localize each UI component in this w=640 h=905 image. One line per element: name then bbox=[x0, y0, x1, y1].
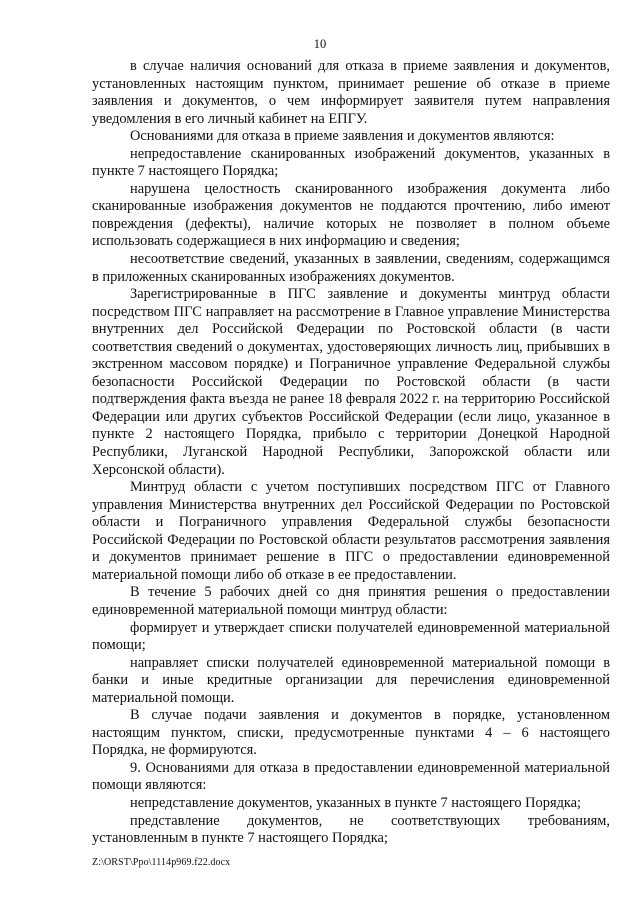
paragraph: В случае подачи заявления и документов в порядке, установленном настоящим пунктом, списки, предусмотренные пунктами 4 – 6 настоящего Порядка, не формируются. bbox=[92, 707, 610, 759]
paragraph: направляет списки получателей единовременной материальной помощи в банки и иные кредитные организации для перечисления единовременной материальной помощи. bbox=[92, 654, 610, 706]
paragraph: В течение 5 рабочих дней со дня принятия решения о предоставлении единовременной материальной помощи минтруд области: bbox=[92, 584, 610, 618]
page-number: 10 bbox=[313, 37, 327, 51]
paragraph: непредставление документов, указанных в пункте 7 настоящего Порядка; bbox=[130, 794, 582, 811]
paragraph: Зарегистрированные в ПГС заявление и документы минтруд области посредством ПГС направляет на рассмотрение в Главное управление Министерства внутренних дел Российской Федерации по Ростовской области (в части соответствия сведений о документах, удостоверяющих личность лиц, прибывших в экстренном массовом порядке) и Пограничное управление Федеральной службы безопасности Российской Федерации по Ростовской области (в части подтверждения факта въезда не ранее 18 февраля 2022 г. на территорию Российской Федерации или других субъектов Российской Федерации (если лицо, указанное в пункте 2 настоящего Порядка, прибыло с территории Донецкой Народной Республики, Луганской Народной Республики, Запорожской области или Херсонской области). bbox=[92, 286, 610, 478]
paragraph: непредоставление сканированных изображений документов, указанных в пункте 7 настоящего Порядка; bbox=[92, 145, 610, 180]
paragraph: несоответствие сведений, указанных в заявлении, сведениям, содержащимся в приложенных сканированных изображениях документов. bbox=[92, 251, 610, 285]
footer-file-path: Z:\ORST\Ppo\1114p969.f22.docx bbox=[92, 857, 231, 868]
document-body bbox=[92, 58, 610, 848]
paragraph: в случае наличия оснований для отказа в приеме заявления и документов, установленных настоящим пунктом, принимает решение об отказе в приеме заявления и документов, о чем информирует заявителя путем направления уведомления в его личный кабинет на ЕПГУ. bbox=[92, 58, 610, 127]
paragraph: представление документов, не соответствующих требованиям, установленным в пункте 7 настоящего Порядка; bbox=[92, 812, 610, 847]
paragraph: формирует и утверждает списки получателей единовременной материальной помощи; bbox=[92, 619, 610, 654]
paragraph: Основаниями для отказа в приеме заявления и документов являются: bbox=[130, 128, 555, 145]
paragraph: Минтруд области с учетом поступивших посредством ПГС от Главного управления Министерства внутренних дел Российской Федерации по Ростовской области и Пограничного управления Федеральной службы безопасности Российской Федерации по Ростовской области результатов рассмотрения заявления и документов принимает решение в ПГС о предоставлении единовременной материальной помощи либо об отказе в ее предоставлении. bbox=[92, 479, 610, 583]
paragraph: нарушена целостность сканированного изображения документа либо сканированные изображения документов не поддаются прочтению, либо имеют повреждения (дефекты), наличие которых не позволяет в полном объеме использовать содержащиеся в них информацию и сведения; bbox=[92, 180, 610, 250]
paragraph: 9. Основаниями для отказа в предоставлении единовременной материальной помощи являются: bbox=[92, 759, 610, 794]
